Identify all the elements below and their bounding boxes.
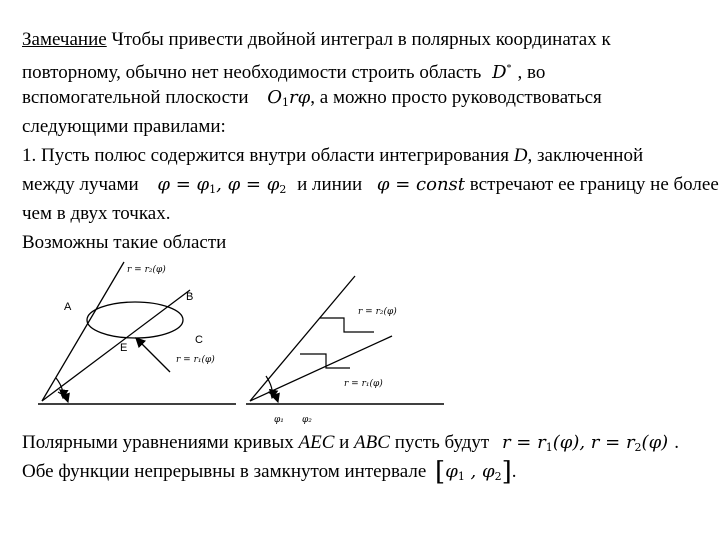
remark-text-3-end: , а можно просто руководствоваться	[310, 87, 602, 108]
fig1-label-C: C	[195, 334, 203, 346]
ray-2-sub: 2	[279, 183, 287, 196]
fig1-curve-top-label: r = r₂(φ)	[127, 265, 166, 275]
ray-1-sub: 1	[209, 183, 217, 196]
fig2-inner-boundary	[300, 354, 350, 368]
fig2-outer-boundary	[320, 318, 374, 332]
remark-heading: Замечание	[22, 29, 107, 50]
fig2-curve-bottom-label: r = r₁(φ)	[344, 379, 383, 389]
fig1-label-E: E	[120, 342, 128, 354]
interval-formula	[435, 457, 512, 487]
bottom-text-1-and: и	[334, 432, 355, 453]
remark-text-1: Чтобы привести двойной интеграл в полярных координатах к	[106, 29, 611, 50]
bottom-line-1	[22, 432, 679, 459]
remark-text-2: повторному, обычно нет необходимости строить область	[22, 62, 482, 83]
bottom-text-1-end: .	[674, 432, 679, 453]
bottom-text-1-mid: пусть будут	[389, 432, 490, 453]
figure-2	[246, 276, 444, 425]
rule-text-2: между лучами	[22, 174, 139, 195]
plane-rphi: rφ	[289, 87, 311, 108]
fig2-ray-upper	[250, 276, 355, 401]
rule-text-3: чем в двух точках.	[22, 203, 171, 224]
interval-phi2-sub: 2	[494, 470, 502, 483]
fig2-phi1-label: φ₁	[274, 415, 284, 425]
fig1-curve-bottom-label: r = r₁(φ)	[176, 355, 215, 365]
const-formula: φ = const	[376, 174, 466, 195]
fig1-ray-upper	[42, 262, 124, 401]
fig1-region-outline	[87, 302, 183, 338]
rule-text-2-end: встречают ее границу не более	[469, 174, 719, 195]
bottom-text-2-end: .	[511, 461, 517, 482]
interval-phi1: φ	[445, 461, 458, 482]
plane-O: O	[267, 87, 283, 108]
bottom-text-2: Обе функции непрерывны в замкнутом интервале	[22, 461, 427, 482]
rule-text-1: 1. Пусть полюс содержится внутри области интегрирования	[22, 145, 514, 166]
interval-left-bracket: [	[435, 457, 446, 487]
fig1-pointer-arrow	[136, 338, 170, 372]
region-star: *	[506, 63, 512, 74]
curve-AEC: AEC	[298, 432, 335, 453]
eq-tail: (φ)	[641, 432, 669, 453]
fig2-phi2-label: φ₂	[302, 415, 312, 425]
rule-text-2-mid: и линии	[297, 174, 363, 195]
interval-phi2: , φ	[464, 461, 495, 482]
fig2-curve-top-label: r = r₂(φ)	[358, 307, 397, 317]
rule-text-1-end: , заключенной	[527, 145, 644, 166]
bottom-line-2	[22, 457, 517, 488]
figure-1	[38, 262, 236, 404]
remark-text-3: вспомогательной плоскости	[22, 87, 249, 108]
rule-D: D	[513, 145, 528, 166]
interval-right-bracket: ]	[501, 457, 512, 487]
plane-sub: 1	[282, 96, 290, 109]
polar-equations	[502, 432, 668, 453]
fig1-label-A: A	[64, 301, 72, 313]
curve-ABC: ABC	[354, 432, 390, 453]
remark-text-2-end: , во	[517, 62, 546, 83]
bottom-text-1: Полярными уравнениями кривых	[22, 432, 299, 453]
rule-text-4: Возможны такие области	[22, 232, 227, 253]
ray-2: , φ = φ	[216, 174, 280, 195]
eq-r2: (φ), r = r	[552, 432, 635, 453]
fig2-ray-lower	[250, 336, 392, 401]
interval-phi1-sub: 1	[457, 470, 465, 483]
remark-text-4: следующими правилами:	[22, 116, 226, 137]
eq-r1: r = r	[501, 432, 546, 453]
fig1-label-B: B	[186, 291, 194, 303]
ray-1: φ = φ	[157, 174, 210, 195]
eq-r2-sub: 2	[634, 441, 642, 454]
eq-r1-sub: 1	[545, 441, 553, 454]
fig2-angle-arc-2	[268, 392, 278, 402]
region-symbol: D	[492, 62, 507, 83]
